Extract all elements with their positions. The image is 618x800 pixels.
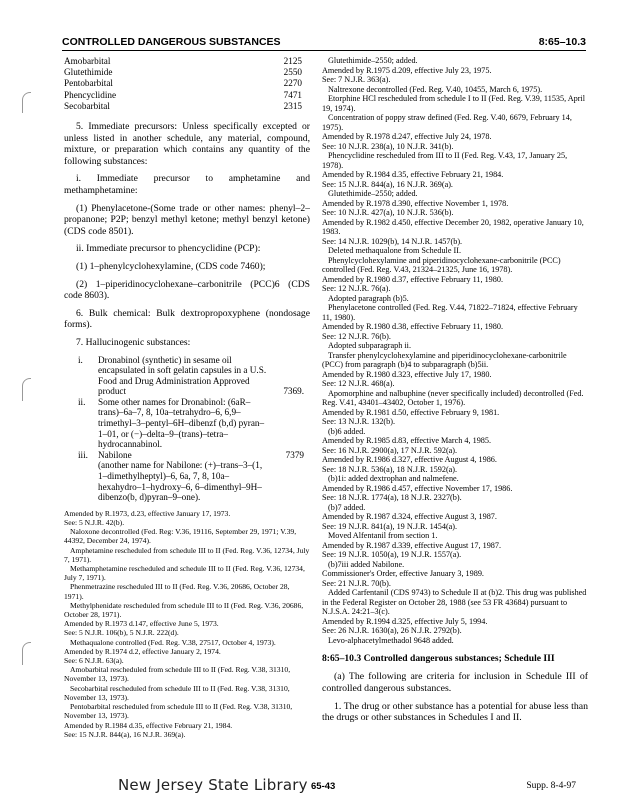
history-line: See: 15 N.J.R. 844(a), 16 N.J.R. 369(a). [322,179,453,189]
drug-code: 7471 [283,89,302,100]
drug-row [64,67,310,78]
criteria-paragraph-a: (a) The following are criteria for inclusion in Schedule III of controlled dangerous substances. [322,671,588,694]
history-line: Pentobarbital rescheduled from schedule III to II (Fed. Reg. V.38, 31310, November 13, 1973). [64,702,293,721]
history-line: (b)7iii added Nabilone. [328,559,405,569]
hallucinogen-item [64,397,310,450]
item-code: 7379 [285,449,304,460]
item-phenylacetone: (1) Phenylacetone-(Some trade or other names: phenyl–2–propanone; P2P; benzyl methyl ketone; methyl benzyl ketone) (CDS code 8501). [64,202,310,237]
history-line: Transfer phenylcyclohexylamine and piperidinocyclohexane-carbonitrile (PCC) from paragraph (b)4 to subparagraph (b)5ii. [322,350,567,369]
section-heading: 8:65–10.3 Controlled dangerous substances; Schedule III [322,653,555,664]
subparagraph-ii: ii. Immediate precursor to phencyclidine (PCP): [76,243,261,255]
drug-code: 2550 [283,67,302,78]
history-line: Adopted paragraph (b)5. [328,293,409,303]
history-line: Amended by R.1986 d.327, effective August 4, 1986. [322,455,497,464]
history-line: See: 16 N.J.R. 2900(a), 17 N.J.R. 592(a). [322,445,458,455]
history-line: Methaqualone controlled (Fed. Reg. V.38, 27517, October 4, 1973). [70,637,276,647]
history-line: Amended by R.1984 d.35, effective February 21, 1984. [322,170,504,179]
history-line: Amended by R.1984 d.35, effective February 21, 1984. [64,720,233,730]
history-line: See: 18 N.J.R. 1774(a), 18 N.J.R. 2327(b). [322,493,462,502]
history-line: Methylphenidate rescheduled from schedule III to II (Fed. Reg. V.36, 20686, October 28, 1971). [64,600,304,620]
drug-code: 2125 [283,56,302,66]
history-line: (b)1i: added dextrophan and nalmefene. [328,474,459,483]
history-line: See: 5 N.J.R. 42(b). [64,518,125,528]
left-column [64,56,310,770]
history-line: Amended by R.1980 d.323, effective July 17, 1980. [322,369,492,379]
history-line: (b)7 added. [328,502,366,512]
history-line: Glutethimide–2550; added. [328,189,418,198]
history-line: See: 10 N.J.R. 238(a), 10 N.J.R. 341(b). [322,141,454,151]
drug-code: 2270 [283,78,302,89]
history-line: See: 14 N.J.R. 1029(b), 14 N.J.R. 1457(b). [322,236,463,246]
history-line: Amended by R.1973, d.23, effective January 17, 1973. [64,508,231,518]
history-line: Apomorphine and nalbuphine (never specifically included) decontrolled (Fed. Reg. V.41, 43401–43402, October 1, 1976). [322,388,584,407]
history-line: Added Carfentanil (CDS 9743) to Schedule II at (b)2. This drug was published in the Federal Register on October 28, 1988 (see 53 FR 43684) pursuant to N.J.S.A. 24:21–3(c). [322,588,587,616]
history-line: See: 19 N.J.R. 1050(a), 19 N.J.R. 1557(a). [322,550,462,559]
hallucinogen-item [64,450,310,503]
history-line: See: 12 N.J.R. 468(a). [322,379,395,388]
history-line: Amended by R.1987 d.324, effective August 3, 1987. [322,512,497,521]
item-code: 7369. [283,386,304,397]
history-line: See: 5 N.J.R. 106(b), 5 N.J.R. 222(d). [64,628,179,638]
history-line: Methamphetamine rescheduled and schedule III to II (Fed. Reg. V.36, 12734, July 7, 1971). [64,564,305,583]
history-line: See: 13 N.J.R. 132(b). [322,417,395,426]
history-line: Amended by R.1985 d.83, effective March 4, 1985. [322,436,492,445]
history-line: Deleted methaqualone from Schedule II. [328,246,461,255]
page-footer [0,776,618,796]
running-header [62,36,586,50]
hallucinogen-item [64,355,310,397]
history-line: Commissioner's Order, effective January 3, 1989. [322,569,484,578]
item-text: Some other names for Dronabinol: (6aR–trans)–6a–7, 8, 10a–tetrahydro–6, 6,9–trimethyl–3–pentyl–6H–dibenzf (b,d) pyran–1–01, or (−)–delta–9–(trans)–tetra–hydrocannabinol. [98,396,265,450]
history-line: See: 10 N.J.R. 427(a), 10 N.J.R. 536(b). [322,208,454,217]
history-line: See: 26 N.J.R. 1630(a), 26 N.J.R. 2792(b). [322,626,462,635]
history-line: Amended by R.1973 d.147, effective June 5, 1973. [64,619,219,629]
drug-name: Secobarbital [64,100,110,111]
history-line: Phenmetrazine rescheduled III to II (Fed. Reg. V.36, 20686, October 28, 1971). [64,582,290,601]
history-notes [64,509,310,739]
history-line: Amended by R.1981 d.50, effective February 9, 1981. [322,407,500,417]
item-text: Nabilone [98,449,132,460]
page-number: 65-43 [311,781,336,792]
drug-name: Pentobarbital [64,78,113,89]
history-line: Amended by R.1975 d.209, effective July 23, 1975. [322,65,492,75]
history-line: Amended by R.1974 d.2, effective January 2, 1974. [64,646,221,656]
scan-margin-mark [22,378,31,401]
header-section-number: 8:65–10.3 [538,36,586,48]
history-line: Phencyclidine rescheduled from III to II (Fed. Reg. V.43, 17, January 25, 1978). [322,151,568,170]
drug-name: Glutethimide [64,67,113,78]
right-column [322,56,588,770]
history-line: Phenylacetone controlled (Fed. Reg. V.44, 71822–71824, effective February 11, 1980). [322,303,578,322]
item-phenylcyclohexylamine: (1) 1–phenylcyclohexylamine, (CDS code 7460); [76,260,266,272]
history-line: Amended by R.1978 d.390, effective November 1, 1978. [322,198,509,208]
history-line: Etorphine HCl rescheduled from schedule I to II (Fed. Reg. V.39, 11535, April 19, 1974). [322,94,586,113]
history-line: Amphetamine rescheduled from schedule III to II (Fed. Reg. V.36, 12734, July 7, 1971). [64,545,310,564]
drug-list [64,56,310,112]
history-line: See: 12 N.J.R. 76(a). [322,284,391,293]
item-number: iii. [78,449,88,460]
item-pcc: (2) 1–piperidinocyclohexane–carbonitrile (PCC)6 (CDS code 8603). [64,278,310,302]
history-line: Amended by R.1980 d.38, effective February 11, 1980. [322,322,503,331]
item-number: ii. [78,396,86,407]
history-line: Amended by R.1994 d.325, effective July 5, 1994. [322,616,488,626]
drug-name: Phencyclidine [64,89,117,100]
history-line: See: 7 N.J.R. 363(a). [322,75,391,84]
history-line: Phenylcyclohexylamine and piperidinocyclohexane-carbonitrile (PCC) controlled (Fed. Reg. V.43, 21324–21325, June 16, 1978). [322,255,561,274]
scan-margin-mark [22,642,31,665]
history-line: Naloxone decontrolled (Fed. Reg: V.36, 19116, September 29, 1971; V.39, 44392, December 24, 1974). [64,527,297,546]
history-line: Glutethimide–2550; added. [328,56,418,65]
history-line: Levo-alphacetylmethadol 9648 added. [328,635,454,645]
history-line: Adopted subparagraph ii. [328,341,411,350]
history-notes [322,56,588,645]
history-line: Naltrexone decontrolled (Fed. Reg. V.40, 10455, March 6, 1975). [328,84,543,94]
history-line: Amobarbital rescheduled from schedule III to II (Fed. Reg. V.38, 31310, November 13, 1973). [64,665,291,684]
history-line: See: 12 N.J.R. 76(b). [322,331,391,341]
history-line: See: 21 N.J.R. 70(b). [322,578,391,588]
scan-margin-mark [22,92,31,113]
drug-code: 2315 [283,100,302,111]
paragraph-immediate-precursors: 5. Immediate precursors: Unless specifically excepted or unless listed in another schedule, any material, compound, mixture, or preparation which contains any quantity of the following substances: [64,121,310,167]
paragraph-bulk-chemical: 6. Bulk chemical: Bulk dextropropoxyphene (nondosage forms). [64,307,310,331]
history-line: See: 15 N.J.R. 844(a), 16 N.J.R. 369(a). [64,729,186,739]
item-number: i. [78,354,83,365]
history-line: See: 6 N.J.R. 63(a). [64,656,124,666]
drug-row [64,101,310,112]
history-line: (b)6 added. [328,426,366,436]
header-rule [62,50,586,51]
item-text-continued: (another name for Nabilone: (+)–trans–3–(1, 1–dimethylheptyl)–6, 6a, 7, 8, 10a–hexahydro–1–hydroxy–6, 6–dimenthyl–9H–dibenzo(b, d)pyran–9–one). [98,460,263,503]
drug-name: Amobarbital [64,56,111,66]
subparagraph-i: i. Immediate precursor to amphetamine and methamphetamine: [64,173,310,196]
history-line: Moved Alfentanil from section 1. [328,531,438,540]
supplement-date: Supp. 8-4-97 [526,781,576,791]
item-text: Dronabinol (synthetic) in sesame oil encapsulated in soft gelatin capsules in a U.S. Food and Drug Administration Approved product [98,354,267,397]
drug-row [64,56,310,67]
history-line: Concentration of poppy straw defined (Fed. Reg. V.40, 6679, February 14, 1975). [322,113,572,132]
history-line: Amended by R.1986 d.457, effective November 17, 1986. [322,483,513,493]
library-stamp: New Jersey State Library [118,776,308,794]
drug-row [64,78,310,89]
history-line: Amended by R.1987 d.339, effective August 17, 1987. [322,540,502,550]
history-line: Amended by R.1978 d.247, effective July 24, 1978. [322,132,492,141]
history-line: Amended by R.1980 d.37, effective February 11, 1980. [322,274,503,284]
header-title: CONTROLLED DANGEROUS SUBSTANCES [62,36,281,48]
history-line: See: 19 N.J.R. 841(a), 19 N.J.R. 1454(a). [322,521,458,531]
drug-row [64,90,310,101]
paragraph-hallucinogenic: 7. Hallucinogenic substances: [76,336,191,348]
history-line: Amended by R.1982 d.450, effective December 20, 1982, operative January 10, 1983. [322,217,584,236]
criteria-item-1: 1. The drug or other substance has a potential for abuse less than the drugs or other substances in Schedules I and II. [322,700,588,724]
history-line: See: 18 N.J.R. 536(a), 18 N.J.R. 1592(a). [322,464,458,474]
history-line: Secobarbital rescheduled from schedule III to II (Fed. Reg. V.38, 31310, November 13, 1973). [64,683,290,702]
